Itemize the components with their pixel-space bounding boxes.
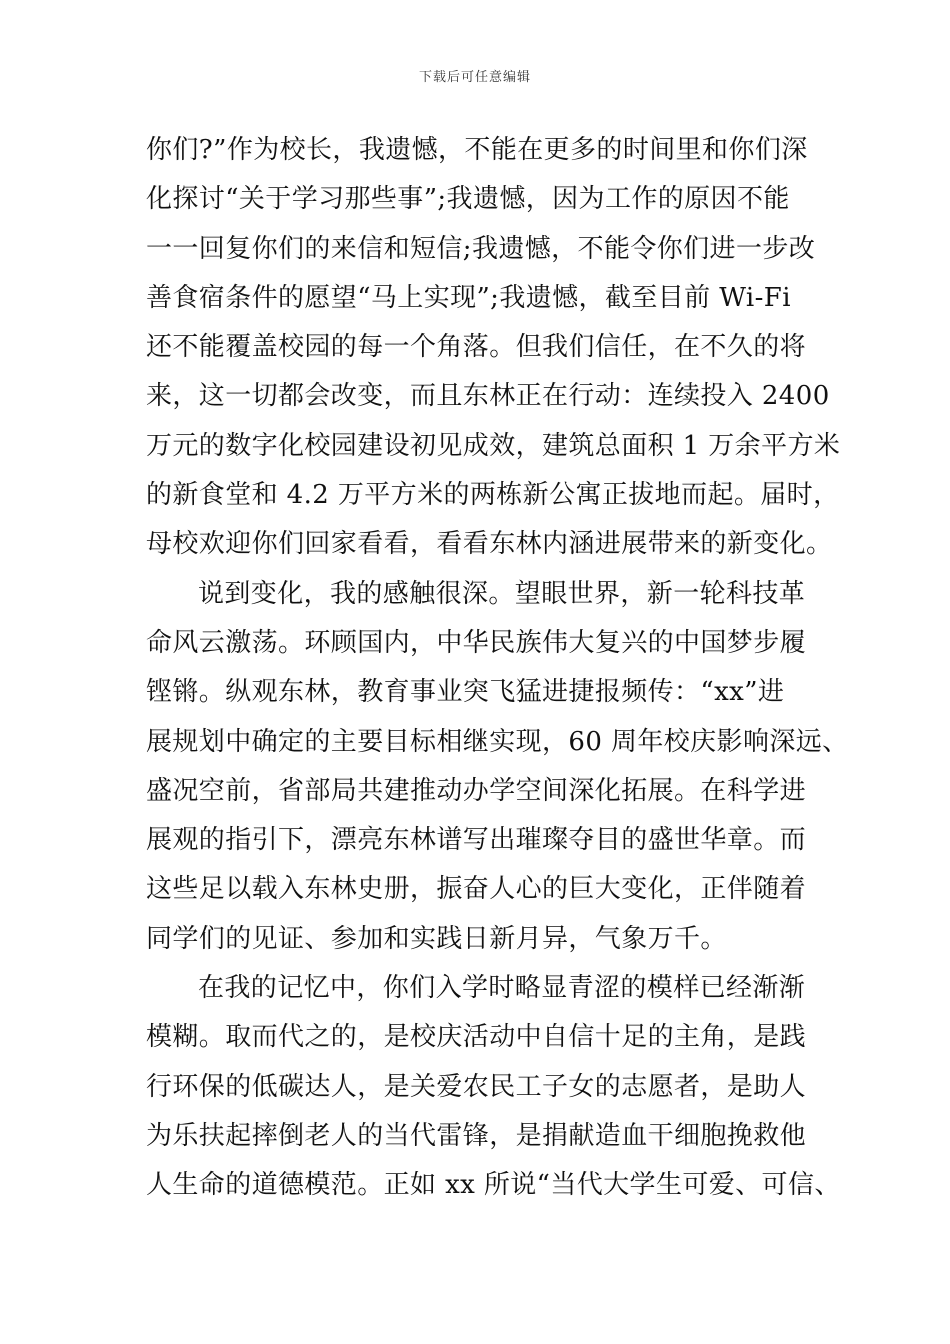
text-line: 命风云激荡。环顾国内，中华民族伟大复兴的中国梦步履 bbox=[146, 627, 807, 658]
paragraph-3 bbox=[146, 964, 846, 1210]
text-line: 盛况空前，省部局共建推动办学空间深化拓展。在科学进 bbox=[146, 775, 807, 806]
text-line: 母校欢迎你们回家看看，看看东林内涵进展带来的新变化。 bbox=[146, 529, 833, 560]
text-line: 铿锵。纵观东林，教育事业突飞猛进捷报频传：“xx”进 bbox=[146, 677, 785, 708]
text-line: 一一回复你们的来信和短信;我遗憾，不能令你们进一步改 bbox=[146, 233, 816, 264]
page-header-note: 下载后可任意编辑 bbox=[418, 70, 531, 85]
text-line: 的新食堂和 4.2 万平方米的两栋新公寓正拔地而起。届时， bbox=[146, 480, 840, 511]
text-line: 行环保的低碳达人，是关爱农民工子女的志愿者，是助人 bbox=[146, 1071, 807, 1102]
text-line: 这些足以载入东林史册，振奋人心的巨大变化，正伴随着 bbox=[146, 874, 807, 905]
paragraph-1 bbox=[146, 126, 846, 570]
document-body bbox=[146, 126, 849, 1211]
text-line: 善食宿条件的愿望“马上实现”;我遗憾，截至目前 Wi-Fi bbox=[146, 282, 791, 313]
text-line: 你们?”作为校长，我遗憾，不能在更多的时间里和你们深 bbox=[146, 135, 808, 165]
text-line: 人生命的道德模范。正如 xx 所说“当代大学生可爱、可信、 bbox=[146, 1170, 841, 1201]
text-line: 模糊。取而代之的，是校庆活动中自信十足的主角，是践 bbox=[146, 1022, 807, 1053]
text-line: 化探讨“关于学习那些事”;我遗憾，因为工作的原因不能 bbox=[146, 184, 790, 215]
text-line: 展规划中确定的主要目标相继实现，60 周年校庆影响深远、 bbox=[146, 726, 849, 757]
text-line: 为乐扶起摔倒老人的当代雷锋，是捐献造血干细胞挽救他 bbox=[146, 1120, 807, 1151]
text-line: 万元的数字化校园建设初见成效，建筑总面积 1 万余平方米 bbox=[146, 430, 841, 461]
text-line: 同学们的见证、参加和实践日新月异，气象万千。 bbox=[146, 923, 727, 954]
text-line: 说到变化，我的感触很深。望眼世界，新一轮科技革 bbox=[198, 578, 806, 609]
text-line: 展观的指引下，漂亮东林谱写出璀璨夺目的盛世华章。而 bbox=[146, 825, 807, 856]
text-line: 来，这一切都会改变，而且东林正在行动：连续投入 2400 bbox=[146, 381, 830, 412]
paragraph-2 bbox=[146, 570, 849, 964]
text-line: 在我的记忆中，你们入学时略显青涩的模样已经渐渐 bbox=[198, 973, 806, 1004]
text-line: 还不能覆盖校园的每一个角落。但我们信任，在不久的将 bbox=[146, 332, 807, 363]
